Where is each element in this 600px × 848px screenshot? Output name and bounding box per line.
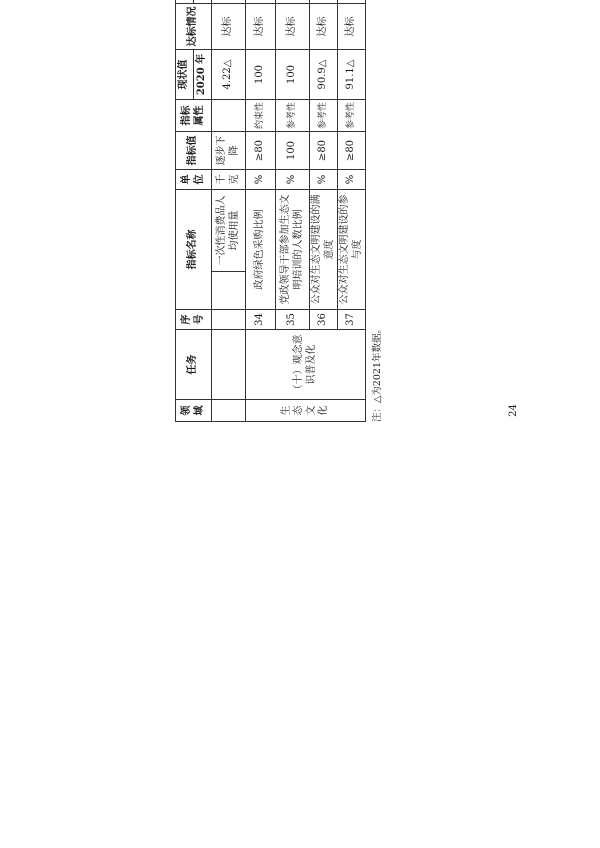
header-task: 任务 [176, 330, 212, 400]
row-34-attribute: 约束性 [246, 100, 276, 132]
row-36-unit: % [310, 170, 338, 190]
header-current-value: 现状值 [176, 50, 194, 100]
row-34-current: 100 [246, 50, 276, 100]
row-37-name: 公众对生态文明建设的参与度 [338, 190, 366, 310]
current-top: 4.22△ [212, 50, 246, 100]
row-37-attribute: 参考性 [338, 100, 366, 132]
row-35-target-2022 [276, 0, 310, 4]
row-35-seq: 35 [276, 310, 310, 330]
row-34-status: 达标 [246, 4, 276, 50]
row-37-value: ≥80 [338, 132, 366, 170]
row-34-target-2022 [246, 0, 276, 4]
row-37-current: 91.1△ [338, 50, 366, 100]
rotated-page-content [175, 0, 383, 422]
attribute-top [212, 100, 246, 132]
header-unit: 单位 [176, 170, 212, 190]
row-35-attribute: 参考性 [276, 100, 310, 132]
footnote: 注：△为2021年数据。 [372, 324, 383, 422]
row-36-attribute: 参考性 [310, 100, 338, 132]
name-spacer-cell [212, 272, 246, 310]
row-34-unit: % [246, 170, 276, 190]
header-target-2022 [194, 0, 212, 4]
row-35-unit: % [276, 170, 310, 190]
header-domain: 领域 [176, 400, 212, 422]
row-34-seq: 34 [246, 310, 276, 330]
domain-cell-top [212, 400, 246, 422]
header-current-year: 2020 年 [194, 50, 212, 100]
row-37-seq: 37 [338, 310, 366, 330]
row-35-status: 达标 [276, 4, 310, 50]
domain-cell: 生态文化 [246, 400, 366, 422]
unit-top: 千克 [212, 170, 246, 190]
row-35-name: 党政领导干部参加生态文明培训的人数比例 [276, 190, 310, 310]
task-cell-top [212, 330, 246, 400]
target-2022-top [212, 0, 246, 4]
header-indicator-value: 指标值 [176, 132, 212, 170]
row-37-target-2022 [338, 0, 366, 4]
status-top: 达标 [212, 4, 246, 50]
page-number: 24 [507, 404, 519, 417]
header-seq: 序号 [176, 310, 212, 330]
header-indicator-name: 指标名称 [176, 190, 212, 310]
row-36-seq: 36 [310, 310, 338, 330]
row-36-status: 达标 [310, 4, 338, 50]
header-target-value [176, 0, 194, 4]
row-37-unit: % [338, 170, 366, 190]
row-36-name: 公众对生态文明建设的满意度 [310, 190, 338, 310]
indicator-table [175, 0, 366, 422]
row-37-status: 达标 [338, 4, 366, 50]
seq-cell-top [212, 310, 246, 330]
indicator-name-top: 一次性消费品人均使用量 [212, 190, 246, 272]
row-36-value: ≥80 [310, 132, 338, 170]
row-34-value: ≥80 [246, 132, 276, 170]
row-35-value: 100 [276, 132, 310, 170]
row-34-name: 政府绿色采购比例 [246, 190, 276, 310]
row-35-current: 100 [276, 50, 310, 100]
row-36-current: 90.9△ [310, 50, 338, 100]
header-attribute: 指标属性 [176, 100, 212, 132]
task-cell: （十）观念意识普及化 [246, 330, 366, 400]
header-status: 达标情况 [176, 4, 212, 50]
value-top: 逐步下降 [212, 132, 246, 170]
row-36-target-2022 [310, 0, 338, 4]
